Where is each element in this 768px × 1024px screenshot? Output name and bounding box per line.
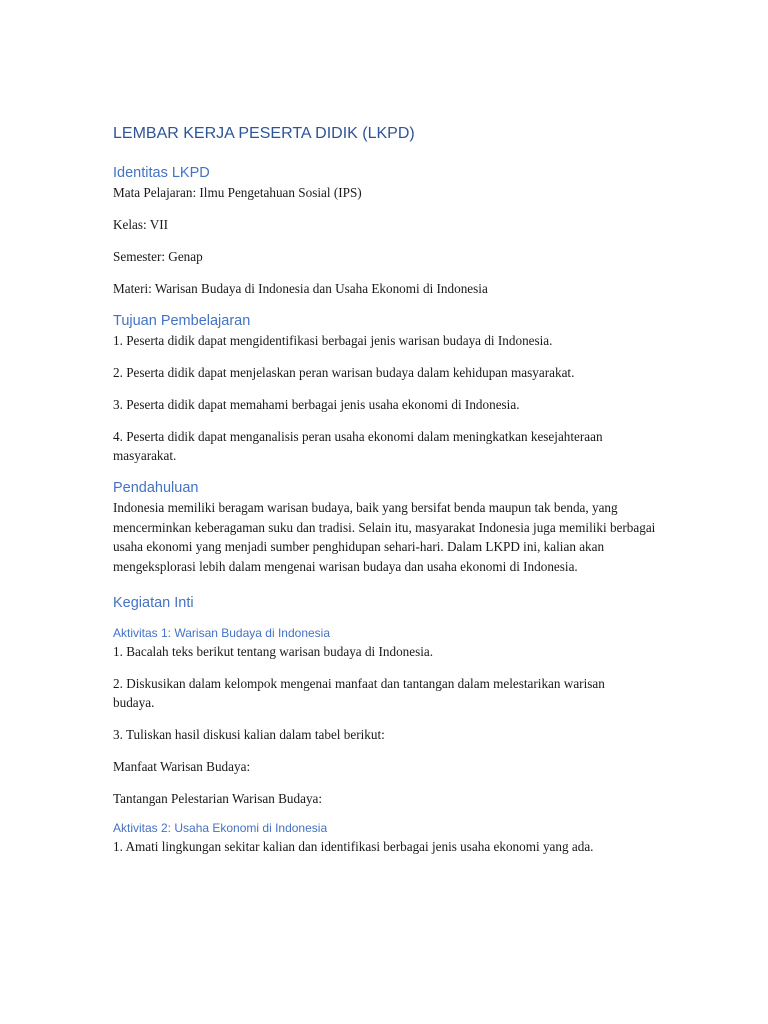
heading-identitas: Identitas LKPD (113, 165, 210, 181)
aktivitas1-item-3: 3. Tuliskan hasil diskusi kalian dalam tabel berikut: (113, 727, 385, 743)
identitas-mapel: Mata Pelajaran: Ilmu Pengetahuan Sosial (IPS) (113, 185, 362, 200)
manfaat-label: Manfaat Warisan Budaya: (113, 759, 251, 775)
aktivitas2-item-1: 1. Amati lingkungan sekitar kalian dan identifikasi berbagai jenis usaha ekonomi yang ada. (113, 838, 594, 854)
heading-pendahuluan: Pendahuluan (113, 480, 199, 497)
heading-kegiatan-inti: Kegiatan Inti (113, 595, 194, 612)
tujuan-item-4: 4. Peserta didik dapat menganalisis peran usaha ekonomi dalam meningkatkan kesejahteraan masyarakat. (113, 429, 603, 464)
document-body (113, 123, 658, 869)
aktivitas1-item-2: 2. Diskusikan dalam kelompok mengenai manfaat dan tantangan dalam melestarikan warisan budaya. (113, 676, 605, 711)
tujuan-item-3: 3. Peserta didik dapat memahami berbagai jenis usaha ekonomi di Indonesia. (113, 397, 520, 412)
aktivitas1-item-1: 1. Bacalah teks berikut tentang warisan budaya di Indonesia. (113, 644, 434, 660)
heading-tujuan: Tujuan Pembelajaran (113, 313, 251, 329)
heading-aktivitas-1: Aktivitas 1: Warisan Budaya di Indonesia (113, 626, 331, 641)
identitas-semester: Semester: Genap (113, 249, 203, 264)
heading-aktivitas-2: Aktivitas 2: Usaha Ekonomi di Indonesia (113, 820, 328, 835)
tujuan-item-1: 1. Peserta didik dapat mengidentifikasi berbagai jenis warisan budaya di Indonesia. (113, 333, 553, 348)
tujuan-item-2: 2. Peserta didik dapat menjelaskan peran warisan budaya dalam kehidupan masyarakat. (113, 365, 575, 380)
identitas-materi: Materi: Warisan Budaya di Indonesia dan Usaha Ekonomi di Indonesia (113, 281, 488, 296)
identitas-kelas: Kelas: VII (113, 217, 169, 232)
document-title: LEMBAR KERJA PESERTA DIDIK (LKPD) (113, 125, 415, 142)
tantangan-label: Tantangan Pelestarian Warisan Budaya: (113, 791, 323, 807)
pendahuluan-paragraph: Indonesia memiliki beragam warisan budaya, baik yang bersifat benda maupun tak benda, yang mencerminkan keberagaman suku dan tradisi. Selain itu, masyarakat Indonesia juga memiliki berbagai usaha ekonomi yang menjadi sumber penghidupan sehari-hari. Dalam LKPD ini, kalian akan mengeksplorasi lebih dalam mengenai warisan budaya dan usaha ekonomi di Indonesia. (113, 500, 656, 574)
